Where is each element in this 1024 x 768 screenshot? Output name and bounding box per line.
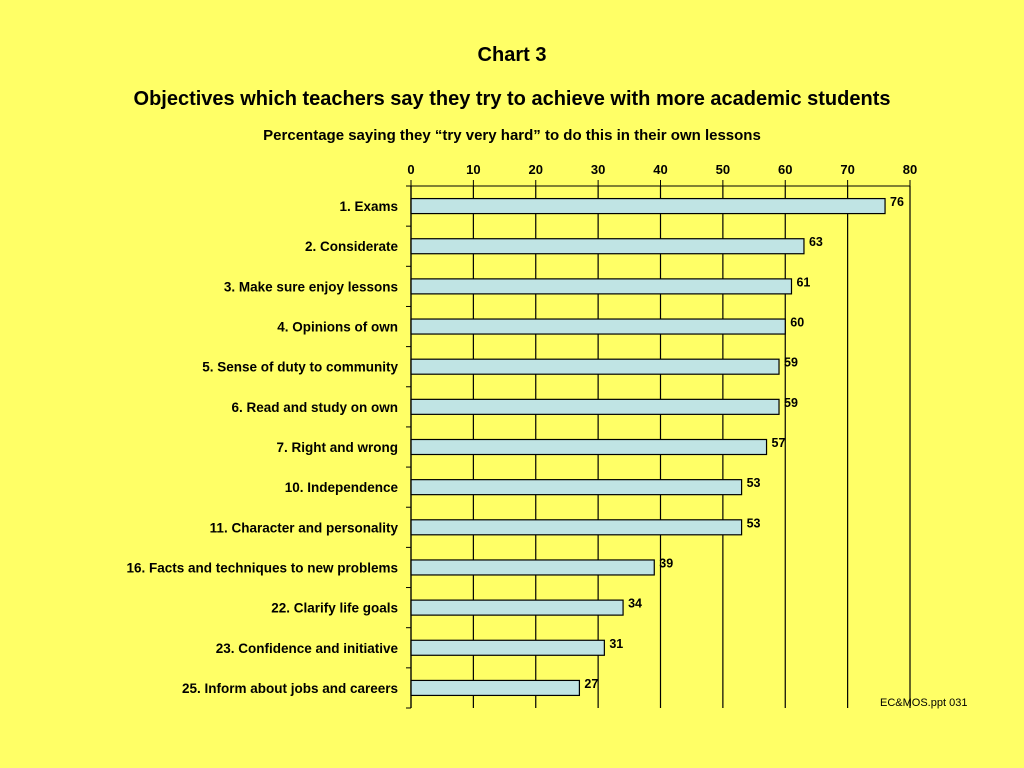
bar bbox=[411, 560, 654, 575]
x-tick-label: 40 bbox=[653, 162, 668, 177]
chart-subtitle: Percentage saying they “try very hard” to do this in their own lessons bbox=[263, 127, 761, 144]
data-label: 76 bbox=[890, 195, 904, 210]
bar bbox=[411, 279, 791, 294]
data-label: 59 bbox=[784, 355, 798, 370]
category-label: 25. Inform about jobs and careers bbox=[181, 680, 398, 696]
category-label: 23. Confidence and initiative bbox=[215, 640, 398, 656]
data-label: 63 bbox=[808, 235, 823, 250]
category-label: 7. Right and wrong bbox=[276, 440, 398, 455]
category-label: 5. Sense of duty to community bbox=[202, 359, 398, 375]
data-label: 27 bbox=[584, 676, 599, 691]
data-label: 31 bbox=[609, 636, 624, 651]
bar bbox=[411, 440, 767, 455]
bar bbox=[411, 199, 885, 214]
x-tick-label: 80 bbox=[902, 162, 918, 177]
x-tick-label: 70 bbox=[840, 162, 855, 177]
x-tick-label: 50 bbox=[715, 162, 731, 177]
category-label: 3. Make sure enjoy lessons bbox=[223, 279, 398, 295]
source-footnote: EC&MOS.ppt 031 bbox=[880, 697, 968, 709]
bar bbox=[411, 640, 604, 655]
category-label: 22. Clarify life goals bbox=[271, 600, 398, 616]
category-label: 16. Facts and techniques to new problems bbox=[126, 560, 398, 576]
bar bbox=[411, 399, 779, 414]
bar bbox=[411, 600, 623, 615]
category-label: 10. Independence bbox=[284, 480, 398, 496]
data-label: 53 bbox=[746, 476, 761, 491]
bar bbox=[411, 680, 579, 695]
x-tick-label: 0 bbox=[407, 162, 415, 177]
x-tick-label: 60 bbox=[778, 162, 793, 177]
data-label: 57 bbox=[771, 436, 786, 450]
bar bbox=[411, 359, 779, 374]
x-tick-label: 20 bbox=[528, 162, 543, 177]
bar bbox=[411, 480, 742, 495]
x-tick-label: 10 bbox=[466, 162, 481, 177]
category-label: 2. Considerate bbox=[304, 239, 398, 255]
x-tick-label: 30 bbox=[590, 162, 606, 177]
category-label: 1. Exams bbox=[339, 199, 398, 215]
data-label: 60 bbox=[790, 315, 805, 330]
category-label: 6. Read and study on own bbox=[231, 399, 398, 415]
chart-title: Objectives which teachers say they try to achieve with more academic students bbox=[133, 88, 891, 110]
data-label: 59 bbox=[784, 395, 798, 410]
category-label: 11. Character and personality bbox=[209, 520, 398, 536]
data-label: 53 bbox=[746, 516, 761, 531]
bar bbox=[411, 319, 785, 334]
data-label: 39 bbox=[659, 556, 674, 571]
data-label: 61 bbox=[796, 275, 811, 290]
bar bbox=[411, 239, 804, 254]
data-label: 34 bbox=[628, 596, 642, 611]
bar bbox=[411, 520, 742, 535]
chart-number: Chart 3 bbox=[477, 44, 547, 66]
category-label: 4. Opinions of own bbox=[277, 319, 398, 335]
